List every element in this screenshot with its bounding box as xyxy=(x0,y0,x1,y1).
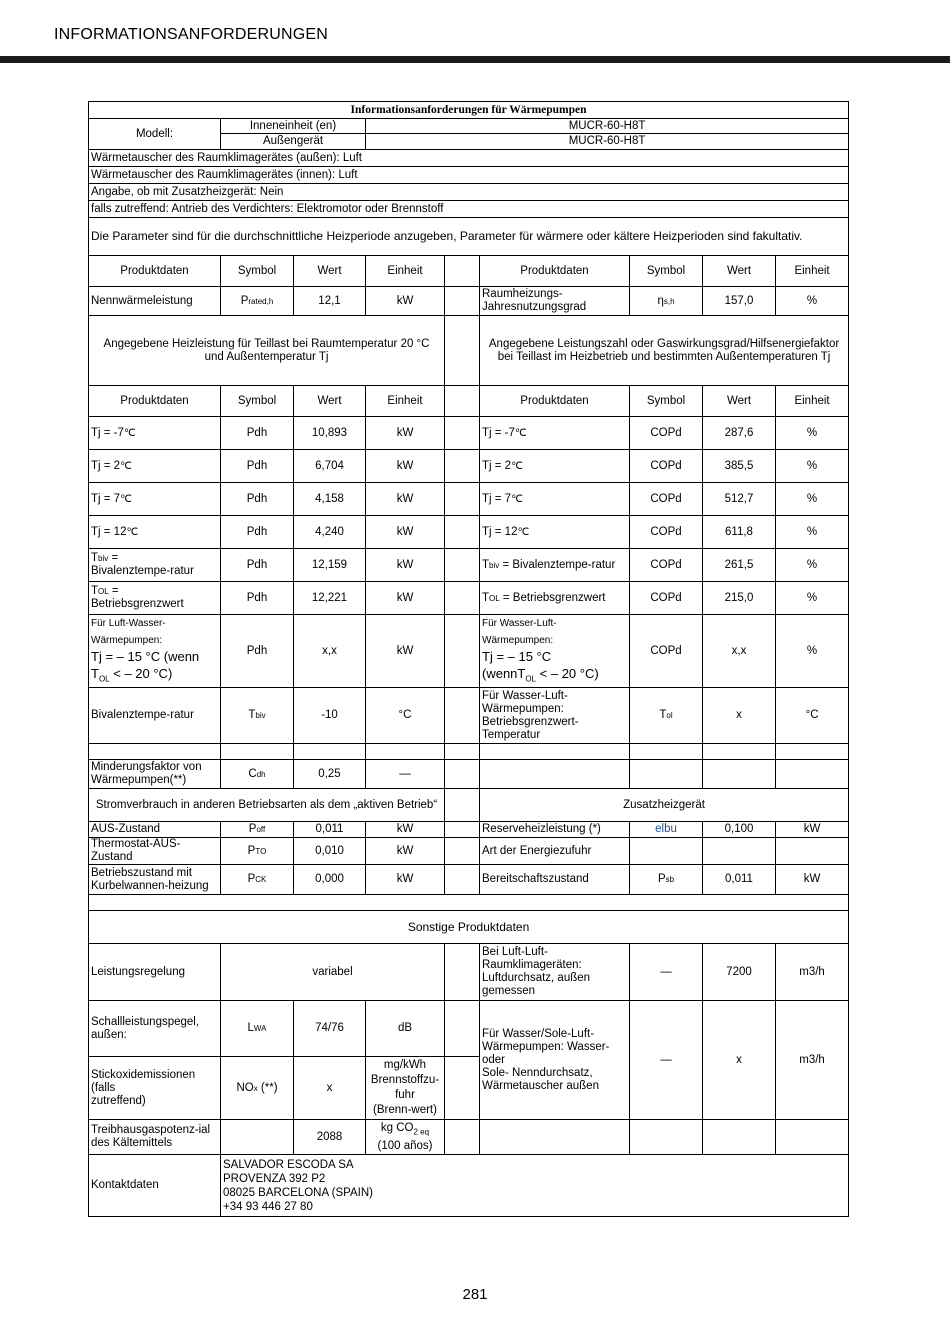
tol-unit: % xyxy=(776,582,849,615)
tj-unit: kW xyxy=(366,450,445,483)
tbiv-unit: kW xyxy=(366,549,445,582)
tol-symbol: Pdh xyxy=(221,582,294,615)
partial-load-heading: Angegebene Heizleistung für Teillast bei Raumtemperatur 20 °C und Außentemperatur Tj xyxy=(89,316,445,386)
table-row xyxy=(89,450,849,483)
table-row xyxy=(89,582,849,615)
indoor-unit-value: MUCR-60-H8T xyxy=(366,119,849,134)
cdh-unit: — xyxy=(366,760,445,789)
col-einheit: Einheit xyxy=(366,386,445,417)
tj-label: Tj = 2℃ xyxy=(480,450,630,483)
table-row xyxy=(89,944,849,1001)
spacer-cell xyxy=(445,483,480,516)
tj-value: 611,8 xyxy=(703,516,776,549)
wasserdurchsatz-label: Für Wasser/Sole-Luft- Wärmepumpen: Wasser- oder Sole- Nenndurchsatz, Wärmetauscher außen xyxy=(480,1001,630,1120)
tj-unit: % xyxy=(776,516,849,549)
tbiv-label: Tbiv = Bivalenztempe-ratur xyxy=(480,549,630,582)
bivalenz-value: -10 xyxy=(294,688,366,744)
spacer-cell xyxy=(445,615,480,688)
luftdurchsatz-value: 7200 xyxy=(703,944,776,1001)
bivalenz-unit: °C xyxy=(366,688,445,744)
seasonal-efficiency-label: Raumheizungs-Jahresnutzungsgrad xyxy=(480,287,630,316)
col-einheit: Einheit xyxy=(776,386,849,417)
tbiv-symbol: Pdh xyxy=(221,549,294,582)
spacer-cell xyxy=(445,549,480,582)
reserveheizleistung-symbol: elbu xyxy=(630,822,703,838)
table-row xyxy=(89,1155,849,1217)
zusatzheizgeraet-heading: Zusatzheizgerät xyxy=(480,789,849,822)
sonstige-heading: Sonstige Produktdaten xyxy=(89,911,849,944)
tol-label: TOL = Betriebsgrenzwert xyxy=(480,582,630,615)
seasonal-efficiency-symbol: ηs,h xyxy=(630,287,703,316)
nominal-heating-value: 12,1 xyxy=(294,287,366,316)
lw-label: Für Luft-Wasser- Wärmepumpen: Tj = – 15 °C (wenn $T_{OL}$ < – 20 °C) xyxy=(89,615,221,688)
table-row xyxy=(89,549,849,582)
wl-value: x,x xyxy=(703,615,776,688)
page-number: 281 xyxy=(462,1286,488,1303)
spacer-cell xyxy=(445,582,480,615)
tj-label: Tj = -7℃ xyxy=(89,417,221,450)
bereitschaft-value: 0,011 xyxy=(703,865,776,895)
leistungsregelung-value: variabel xyxy=(221,944,445,1001)
luftdurchsatz-symbol: — xyxy=(630,944,703,1001)
schallleistung-unit: dB xyxy=(366,1001,445,1057)
table-row xyxy=(89,1120,849,1155)
kurbelwanne-symbol: PCK xyxy=(221,865,294,895)
partial-cop-heading: Angegebene Leistungszahl oder Gaswirkungsgrad/Hilfsenergiefaktor bei Teillast im Heizbetrieb und bestimmten Außentemperaturen Tj xyxy=(480,316,849,386)
col-wert: Wert xyxy=(703,256,776,287)
treibhausgas-unit: kg $CO_{2 eq}$ (100 años) xyxy=(366,1120,445,1155)
table-row xyxy=(89,417,849,450)
spacer-cell xyxy=(445,256,480,287)
luftdurchsatz-unit: m3/h xyxy=(776,944,849,1001)
tj-unit: % xyxy=(776,417,849,450)
tj-unit: kW xyxy=(366,417,445,450)
tj-value: 6,704 xyxy=(294,450,366,483)
tj-value: 385,5 xyxy=(703,450,776,483)
info-row: falls zutreffend: Antrieb des Verdichters: Elektromotor oder Brennstoff xyxy=(89,201,849,218)
spacer-cell xyxy=(445,450,480,483)
col-wert: Wert xyxy=(703,386,776,417)
indoor-unit-label: Inneneinheit (en) xyxy=(221,119,366,134)
tj-unit: kW xyxy=(366,516,445,549)
page-header-title: INFORMATIONSANFORDERUNGEN xyxy=(54,26,329,43)
wl-symbol: COPd xyxy=(630,615,703,688)
tj-value: 10,893 xyxy=(294,417,366,450)
wasserdurchsatz-value: x xyxy=(703,1001,776,1120)
wl-unit: % xyxy=(776,615,849,688)
outdoor-unit-label: Außengerät xyxy=(221,134,366,150)
spacer-cell xyxy=(445,688,480,744)
schallleistung-symbol: LWA xyxy=(221,1001,294,1057)
spacer-cell xyxy=(445,316,480,386)
col-wert: Wert xyxy=(294,256,366,287)
tj-value: 287,6 xyxy=(703,417,776,450)
table-title: Informationsanforderungen für Wärmepumpen xyxy=(89,102,849,119)
tj-value: 512,7 xyxy=(703,483,776,516)
tol-symbol: COPd xyxy=(630,582,703,615)
wasserdurchsatz-symbol: — xyxy=(630,1001,703,1120)
info-row: Angabe, ob mit Zusatzheizgerät: Nein xyxy=(89,184,849,201)
tj-symbol: Pdh xyxy=(221,450,294,483)
betriebsgrenzwert-value: x xyxy=(703,688,776,744)
aus-zustand-unit: kW xyxy=(366,822,445,838)
tj-symbol: COPd xyxy=(630,450,703,483)
cdh-label: Minderungsfaktor von Wärmepumpen(**) xyxy=(89,760,221,789)
betriebsgrenzwert-label: Für Wasser-Luft- Wärmepumpen: Betriebsgrenzwert- Temperatur xyxy=(480,688,630,744)
bereitschaft-label: Bereitschaftszustand xyxy=(480,865,630,895)
col-symbol: Symbol xyxy=(221,386,294,417)
bivalenz-label: Bivalenztempe-ratur xyxy=(89,688,221,744)
tbiv-value: 12,159 xyxy=(294,549,366,582)
col-produktdaten: Produktdaten xyxy=(480,386,630,417)
tol-unit: kW xyxy=(366,582,445,615)
model-label: Modell: xyxy=(89,119,221,150)
aus-zustand-label: AUS-Zustand xyxy=(89,822,221,838)
bereitschaft-symbol: Psb xyxy=(630,865,703,895)
tj-symbol: Pdh xyxy=(221,483,294,516)
tol-label: TOL = Betriebsgrenzwert xyxy=(89,582,221,615)
aus-zustand-symbol: Poff xyxy=(221,822,294,838)
tj-label: Tj = 12℃ xyxy=(89,516,221,549)
kontaktdaten-label: Kontaktdaten xyxy=(89,1155,221,1217)
kurbelwanne-label: Betriebszustand mit Kurbelwannen-heizung xyxy=(89,865,221,895)
col-symbol: Symbol xyxy=(630,256,703,287)
tj-value: 4,158 xyxy=(294,483,366,516)
schallleistung-value: 74/76 xyxy=(294,1001,366,1057)
nominal-heating-unit: kW xyxy=(366,287,445,316)
table-row xyxy=(89,838,849,865)
kurbelwanne-value: 0,000 xyxy=(294,865,366,895)
col-symbol: Symbol xyxy=(221,256,294,287)
schallleistung-label: Schallleistungspegel, außen: xyxy=(89,1001,221,1057)
spacer-cell xyxy=(445,516,480,549)
col-produktdaten: Produktdaten xyxy=(89,256,221,287)
tbiv-unit: % xyxy=(776,549,849,582)
luftdurchsatz-label: Bei Luft-Luft- Raumklimageräten: Luftdurchsatz, außen gemessen xyxy=(480,944,630,1001)
lw-symbol: Pdh xyxy=(221,615,294,688)
parameter-note: Die Parameter sind für die durchschnittliche Heizperiode anzugeben, Parameter für wärmere oder kältere Heizperioden sind fakultativ. xyxy=(89,218,849,256)
seasonal-efficiency-unit: % xyxy=(776,287,849,316)
wasserdurchsatz-unit: m3/h xyxy=(776,1001,849,1120)
tj-label: Tj = 7℃ xyxy=(480,483,630,516)
table-row xyxy=(89,822,849,838)
stickoxid-symbol: NOx (**) xyxy=(221,1057,294,1120)
tol-value: 215,0 xyxy=(703,582,776,615)
seasonal-efficiency-value: 157,0 xyxy=(703,287,776,316)
col-einheit: Einheit xyxy=(776,256,849,287)
col-wert: Wert xyxy=(294,386,366,417)
tj-symbol: Pdh xyxy=(221,417,294,450)
kurbelwanne-unit: kW xyxy=(366,865,445,895)
header-rule xyxy=(0,56,950,63)
tj-symbol: COPd xyxy=(630,417,703,450)
kontaktdaten-value: SALVADOR ESCODA SA PROVENZA 392 P2 08025 BARCELONA (SPAIN) +34 93 446 27 80 xyxy=(221,1155,849,1217)
wl-label: Für Wasser-Luft- Wärmepumpen: Tj = – 15 °C (wennT$_{OL}$ < – 20 °C) xyxy=(480,615,630,688)
tj-label: Tj = 7℃ xyxy=(89,483,221,516)
table-row xyxy=(89,688,849,744)
info-table xyxy=(88,101,849,1217)
tj-symbol: COPd xyxy=(630,483,703,516)
nominal-heating-symbol: Prated,h xyxy=(221,287,294,316)
tj-symbol: Pdh xyxy=(221,516,294,549)
treibhausgas-label: Treibhausgaspotenz-ial des Kältemittels xyxy=(89,1120,221,1155)
stromverbrauch-heading: Stromverbrauch in anderen Betriebsarten als dem „aktiven Betrieb“ xyxy=(89,789,445,822)
col-produktdaten: Produktdaten xyxy=(480,256,630,287)
col-symbol: Symbol xyxy=(630,386,703,417)
tol-value: 12,221 xyxy=(294,582,366,615)
outdoor-unit-value: MUCR-60-H8T xyxy=(366,134,849,150)
thermostat-aus-label: Thermostat-AUS- Zustand xyxy=(89,838,221,865)
tj-label: Tj = -7℃ xyxy=(480,417,630,450)
reserveheizleistung-unit: kW xyxy=(776,822,849,838)
spacer-cell xyxy=(445,287,480,316)
stickoxid-value: x xyxy=(294,1057,366,1120)
tj-label: Tj = 2℃ xyxy=(89,450,221,483)
reserveheizleistung-label: Reserveheizleistung (*) xyxy=(480,822,630,838)
tj-unit: kW xyxy=(366,483,445,516)
info-row: Wärmetauscher des Raumklimagerätes (außen): Luft xyxy=(89,150,849,167)
tbiv-symbol: COPd xyxy=(630,549,703,582)
thermostat-aus-symbol: PTO xyxy=(221,838,294,865)
tj-label: Tj = 12℃ xyxy=(480,516,630,549)
thermostat-aus-unit: kW xyxy=(366,838,445,865)
bivalenz-symbol: Tbiv xyxy=(221,688,294,744)
info-row: Wärmetauscher des Raumklimagerätes (innen): Luft xyxy=(89,167,849,184)
reserveheizleistung-value: 0,100 xyxy=(703,822,776,838)
spacer-cell xyxy=(445,417,480,450)
tj-symbol: COPd xyxy=(630,516,703,549)
tj-value: 4,240 xyxy=(294,516,366,549)
table-row xyxy=(89,516,849,549)
tj-unit: % xyxy=(776,450,849,483)
energiezufuhr-label: Art der Energiezufuhr xyxy=(480,838,630,865)
col-einheit: Einheit xyxy=(366,256,445,287)
thermostat-aus-value: 0,010 xyxy=(294,838,366,865)
cdh-value: 0,25 xyxy=(294,760,366,789)
lw-unit: kW xyxy=(366,615,445,688)
cdh-symbol: Cdh xyxy=(221,760,294,789)
tj-unit: % xyxy=(776,483,849,516)
tbiv-value: 261,5 xyxy=(703,549,776,582)
table-row xyxy=(89,615,849,688)
table-row xyxy=(89,1001,849,1057)
spacer-cell xyxy=(445,386,480,417)
betriebsgrenzwert-unit: °C xyxy=(776,688,849,744)
aus-zustand-value: 0,011 xyxy=(294,822,366,838)
betriebsgrenzwert-symbol: Tol xyxy=(630,688,703,744)
stickoxid-unit: mg/kWh Brennstoffzu- fuhr (Brenn-wert) xyxy=(366,1057,445,1120)
stickoxid-label: Stickoxidemissionen (falls zutreffend) xyxy=(89,1057,221,1120)
bereitschaft-unit: kW xyxy=(776,865,849,895)
col-produktdaten: Produktdaten xyxy=(89,386,221,417)
table-row xyxy=(89,483,849,516)
table-row xyxy=(89,760,849,789)
tbiv-label: Tbiv = Bivalenztempe-ratur xyxy=(89,549,221,582)
lw-value: x,x xyxy=(294,615,366,688)
table-row xyxy=(89,865,849,895)
nominal-heating-label: Nennwärmeleistung xyxy=(89,287,221,316)
treibhausgas-value: 2088 xyxy=(294,1120,366,1155)
leistungsregelung-label: Leistungsregelung xyxy=(89,944,221,1001)
